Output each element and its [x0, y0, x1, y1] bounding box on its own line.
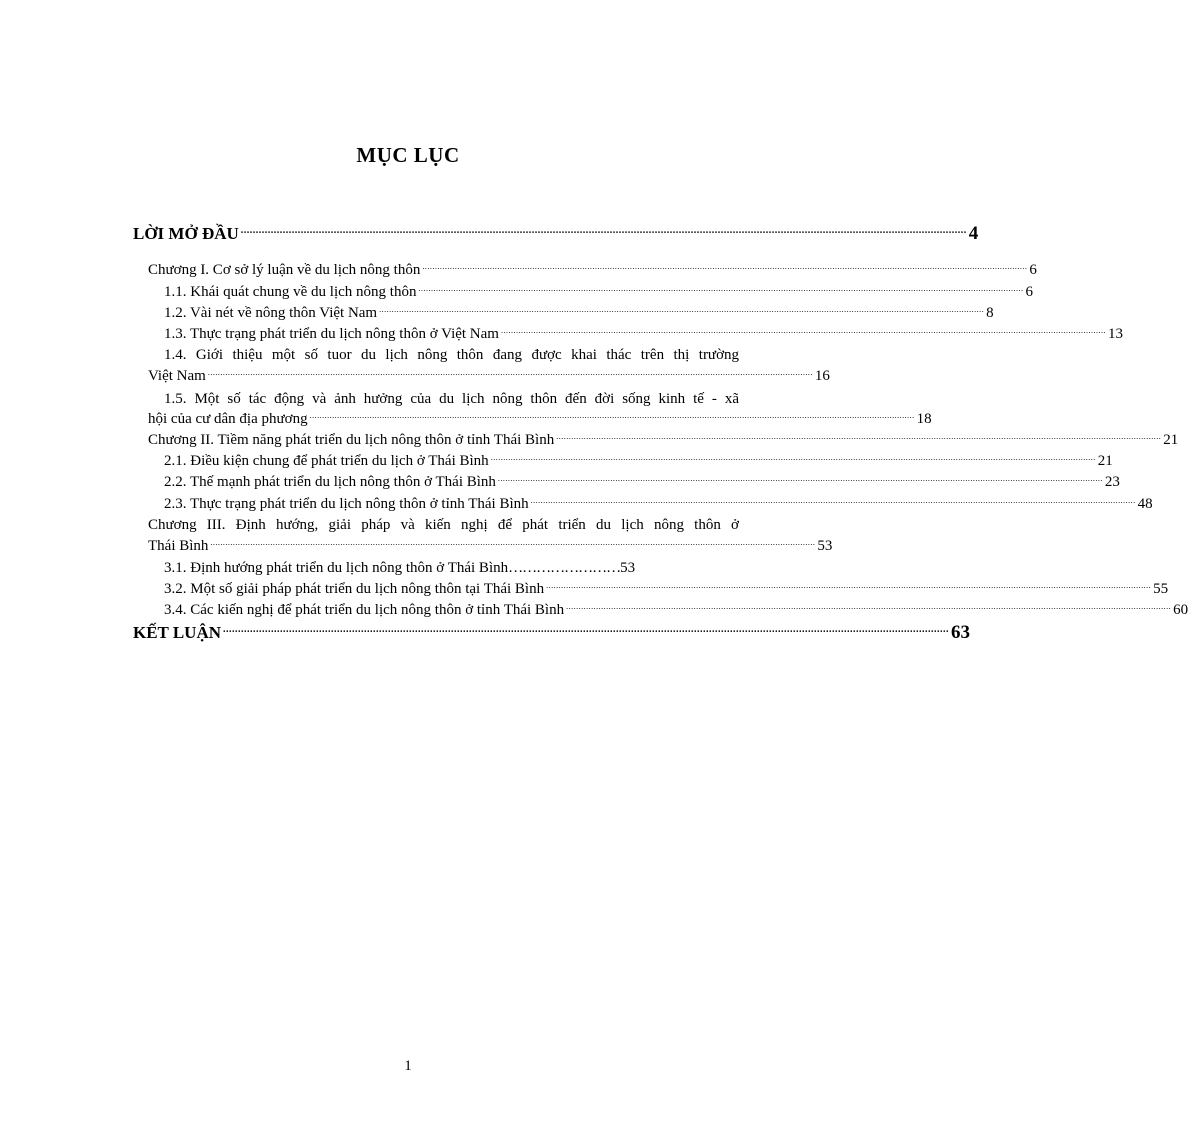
dot-leader: ……………………: [508, 560, 621, 576]
toc-entry-text: 1.2. Vài nét về nông thôn Việt Nam: [164, 305, 378, 321]
toc-entry-conclusion[interactable]: [133, 622, 971, 644]
toc-entry-text: Thái Bình: [148, 538, 209, 554]
toc-page-number: 6: [1025, 284, 1033, 300]
toc-page-number: 23: [1104, 474, 1120, 490]
dot-leader: ..................................................................................................................................................................................................................................................: [223, 624, 950, 635]
toc-entry-text: 2.2. Thế mạnh phát triển du lịch nông thôn ở Thái Bình: [164, 474, 496, 490]
toc-entry-intro[interactable]: [133, 223, 979, 245]
toc-entry-text: 3.1. Định hướng phát triển du lịch nông thôn ở Thái Bình: [164, 560, 509, 576]
toc-page-number: 8: [986, 305, 994, 321]
toc-entry-2-3[interactable]: [164, 494, 1153, 515]
toc-page-number: 60: [1173, 602, 1188, 618]
toc-entry-text: 3.4. Các kiến nghị để phát triển du lịch nông thôn ở tỉnh Thái Bình: [164, 602, 565, 618]
toc-entry-text: 1.3. Thực trạng phát triển du lịch nông thôn ở Việt Nam: [164, 326, 499, 342]
page-title: MỤC LỤC: [356, 143, 460, 167]
toc-entry-1-4-line2[interactable]: [148, 366, 830, 387]
toc-page-number: 21: [1097, 453, 1113, 469]
dot-leader: ..................................................................................................................................................................................................................................................: [566, 602, 1172, 611]
toc-entry-3-4[interactable]: [164, 600, 1188, 621]
toc-entry-text: Chương II. Tiềm năng phát triển du lịch nông thôn ở tỉnh Thái Bình: [148, 432, 555, 448]
dot-leader: ..................................................................................................................................................................................................................................................: [207, 368, 813, 377]
toc-entry-text: KẾT LUẬN: [133, 623, 222, 642]
toc-entry-text: LỜI MỞ ĐẦU: [133, 224, 239, 243]
dot-leader: ..................................................................................................................................................................................................................................................: [309, 411, 915, 420]
toc-entry-chapter-1[interactable]: [148, 260, 1037, 281]
toc-entry-chapter-3-line2[interactable]: [148, 536, 833, 557]
toc-entry-2-2[interactable]: [164, 472, 1120, 493]
toc-page-number: 53: [620, 560, 636, 576]
toc-entry-text: 1.1. Khái quát chung về du lịch nông thôn: [164, 284, 417, 300]
toc-entry-1-5-line1[interactable]: 1.5. Một số tác động và ảnh hưởng của du lịch nông thôn đến đời sống kinh tế - xã: [164, 391, 739, 407]
dot-leader: ..................................................................................................................................................................................................................................................: [379, 305, 985, 314]
toc-entry-text: Việt Nam: [148, 368, 206, 384]
dot-leader: ..................................................................................................................................................................................................................................................: [210, 538, 816, 547]
toc-page-number: 63: [951, 622, 971, 643]
toc-page-number: 4: [968, 223, 979, 244]
page-number-footer: 1: [404, 1058, 412, 1074]
dot-leader: ..................................................................................................................................................................................................................................................: [422, 262, 1028, 271]
toc-page-number: 55: [1153, 581, 1169, 597]
dot-leader: ..................................................................................................................................................................................................................................................: [500, 326, 1106, 335]
dot-leader: ..................................................................................................................................................................................................................................................: [556, 432, 1162, 441]
toc-page-number: 21: [1163, 432, 1179, 448]
toc-page-number: 6: [1029, 262, 1037, 278]
toc-page-number: 13: [1107, 326, 1123, 342]
dot-leader: ..................................................................................................................................................................................................................................................: [490, 453, 1096, 462]
toc-entry-text: 2.3. Thực trạng phát triển du lịch nông thôn ở tỉnh Thái Bình: [164, 496, 529, 512]
dot-leader: ..................................................................................................................................................................................................................................................: [240, 225, 967, 236]
toc-entry-chapter-3-line1[interactable]: Chương III. Định hướng, giải pháp và kiến nghị để phát triển du lịch nông thôn ở: [148, 517, 739, 533]
toc-entry-text: 2.1. Điều kiện chung để phát triển du lịch ở Thái Bình: [164, 453, 489, 469]
dot-leader: ..................................................................................................................................................................................................................................................: [418, 284, 1024, 293]
toc-entry-text: Chương I. Cơ sở lý luận về du lịch nông thôn: [148, 262, 421, 278]
toc-page-number: 48: [1137, 496, 1153, 512]
toc-page-number: 18: [916, 411, 932, 427]
toc-entry-1-4-line1[interactable]: 1.4. Giới thiệu một số tuor du lịch nông thôn đang được khai thác trên thị trường: [164, 347, 739, 363]
toc-entry-text: hội của cư dân địa phương: [148, 411, 308, 427]
toc-entry-1-3[interactable]: [164, 324, 1123, 345]
toc-page-number: 53: [817, 538, 833, 554]
toc-page-number: 16: [814, 368, 830, 384]
toc-entry-text: 3.2. Một số giải pháp phát triển du lịch nông thôn tại Thái Bình: [164, 581, 545, 597]
dot-leader: ..................................................................................................................................................................................................................................................: [546, 581, 1152, 590]
dot-leader: ..................................................................................................................................................................................................................................................: [497, 474, 1103, 483]
dot-leader: ..................................................................................................................................................................................................................................................: [530, 496, 1136, 505]
